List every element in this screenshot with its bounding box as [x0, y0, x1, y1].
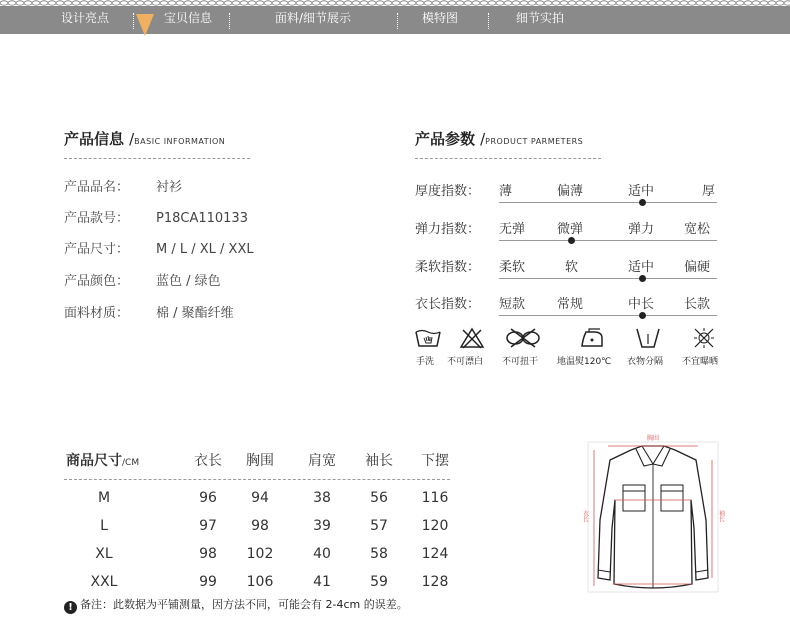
divider: [415, 158, 601, 159]
param-option: 适中: [628, 260, 655, 275]
param-option: 中长: [628, 297, 655, 312]
basic-info-subtitle: BASIC INFORMATION: [134, 137, 226, 146]
size-column-header: 肩宽: [308, 453, 336, 469]
param-option: 柔软: [499, 260, 526, 275]
size-cell: 98: [251, 518, 269, 534]
size-cell: 128: [421, 574, 449, 590]
info-value: 衬衫: [156, 180, 183, 195]
size-cell: 96: [199, 490, 217, 506]
active-tab-marker-icon: [136, 14, 154, 36]
info-value: 棉 / 聚酯纤维: [156, 306, 234, 321]
heading-slash: /: [129, 130, 135, 148]
diagram-sleeve-label: 袖长: [717, 510, 725, 522]
size-column-header: 胸围: [246, 453, 274, 469]
info-value: M / L / XL / XXL: [156, 242, 254, 257]
info-row-material: [64, 302, 234, 321]
param-label: 厚度指数：: [415, 184, 481, 199]
param-scale-line: [499, 278, 717, 279]
divider: [64, 158, 250, 159]
size-cell: 102: [246, 546, 274, 562]
nav-divider: [229, 13, 230, 29]
info-label: 产品颜色：: [64, 274, 130, 289]
size-row-label: XL: [95, 546, 113, 562]
tab-fabric-details[interactable]: 面料/细节展示: [274, 11, 352, 25]
size-cell: 124: [421, 546, 449, 562]
params-title: 产品参数: [415, 130, 476, 148]
param-label: 柔软指数：: [415, 260, 481, 275]
basic-info-title: 产品信息: [64, 130, 125, 148]
size-cell: 59: [370, 574, 388, 590]
size-note-text: 备注：此数据为平铺测量，因方法不同，可能会有 2-4cm 的误差。: [80, 598, 408, 611]
size-cell: 106: [246, 574, 274, 590]
iron-low-icon: [578, 326, 606, 350]
param-option: 短款: [499, 297, 526, 312]
care-label: 不可漂白: [447, 357, 484, 367]
param-option: 偏薄: [557, 184, 584, 199]
size-cell: 120: [421, 518, 449, 534]
param-option: 微弹: [557, 222, 584, 237]
info-label: 产品品名：: [64, 180, 130, 195]
param-option: 偏硬: [684, 260, 711, 275]
info-label: 产品款号：: [64, 211, 130, 226]
care-label: 衣物分隔: [627, 357, 664, 367]
wash-separately-icon: [634, 326, 662, 350]
info-row-sizes: [64, 238, 254, 257]
diagram-chest-label: 胸围: [646, 435, 660, 442]
param-scale-line: [499, 240, 717, 241]
param-option: 薄: [499, 184, 513, 199]
no-wring-icon: [505, 326, 541, 350]
size-cell: 98: [199, 546, 217, 562]
nav-divider: [397, 13, 398, 29]
size-table-title-text: 商品尺寸: [66, 453, 122, 469]
diagram-length-label: 衣长: [581, 510, 589, 522]
info-row-colors: [64, 270, 221, 289]
size-row-label: L: [100, 518, 108, 534]
nav-divider: [133, 13, 134, 29]
heading-slash: /: [480, 130, 486, 148]
param-scale-line: [499, 202, 717, 203]
care-label: 手洗: [416, 357, 435, 367]
param-indicator-dot: [639, 312, 646, 319]
size-cell: 116: [421, 490, 449, 506]
info-row-name: [64, 176, 182, 195]
tab-model-photos[interactable]: 模特图: [421, 11, 458, 25]
param-option: 厚: [702, 184, 716, 199]
shirt-measurement-diagram: [578, 430, 728, 600]
size-cell: 38: [313, 490, 331, 506]
param-option: 常规: [557, 297, 584, 312]
hand-wash-icon: [414, 326, 442, 350]
size-cell: 57: [370, 518, 388, 534]
params-subtitle: PRODUCT PARMETERS: [485, 137, 584, 146]
size-cell: 94: [251, 490, 269, 506]
size-row-label: M: [97, 490, 111, 506]
info-row-style-number: [64, 207, 248, 226]
tab-detail-photos[interactable]: 细节实拍: [515, 11, 564, 25]
size-note: [64, 596, 408, 614]
size-cell: 58: [370, 546, 388, 562]
size-column-header: 下摆: [421, 453, 449, 469]
size-table-title: [66, 450, 139, 470]
param-option: 宽松: [684, 222, 711, 237]
size-row-label: XXL: [90, 574, 118, 590]
size-cell: 97: [199, 518, 217, 534]
param-scale-line: [499, 315, 717, 316]
param-label: 衣长指数：: [415, 297, 481, 312]
param-option: 无弹: [499, 222, 526, 237]
param-indicator-dot: [639, 199, 646, 206]
tab-product-info[interactable]: 宝贝信息: [163, 11, 212, 25]
size-cell: 56: [370, 490, 388, 506]
param-label: 弹力指数：: [415, 222, 481, 237]
param-indicator-dot: [568, 237, 575, 244]
info-label: 产品尺寸：: [64, 242, 130, 257]
size-cell: 40: [313, 546, 331, 562]
nav-bar: [0, 6, 790, 34]
size-cell: 41: [313, 574, 331, 590]
params-heading: [415, 128, 583, 149]
tab-design-highlights[interactable]: 设计亮点: [60, 11, 109, 25]
warning-icon: !: [64, 601, 77, 614]
size-column-header: 袖长: [365, 453, 393, 469]
no-bleach-icon: [458, 326, 486, 350]
info-label: 面料材质：: [64, 306, 130, 321]
param-option: 适中: [628, 184, 655, 199]
divider: [64, 479, 450, 480]
param-option: 软: [565, 260, 579, 275]
param-option: 长款: [684, 297, 711, 312]
care-label: 不宜曝晒: [682, 357, 719, 367]
param-indicator-dot: [639, 275, 646, 282]
care-label: 地温熨120℃: [557, 357, 612, 367]
size-cell: 99: [199, 574, 217, 590]
basic-info-heading: [64, 128, 225, 149]
size-cell: 39: [313, 518, 331, 534]
param-option: 弹力: [628, 222, 655, 237]
size-table-unit: /CM: [122, 458, 140, 468]
nav-divider: [488, 13, 489, 29]
no-sun-dry-icon: [690, 326, 718, 350]
care-label: 不可扭干: [502, 357, 539, 367]
size-column-header: 衣长: [194, 453, 222, 469]
info-value: P18CA110133: [156, 211, 248, 226]
info-value: 蓝色 / 绿色: [156, 274, 221, 289]
